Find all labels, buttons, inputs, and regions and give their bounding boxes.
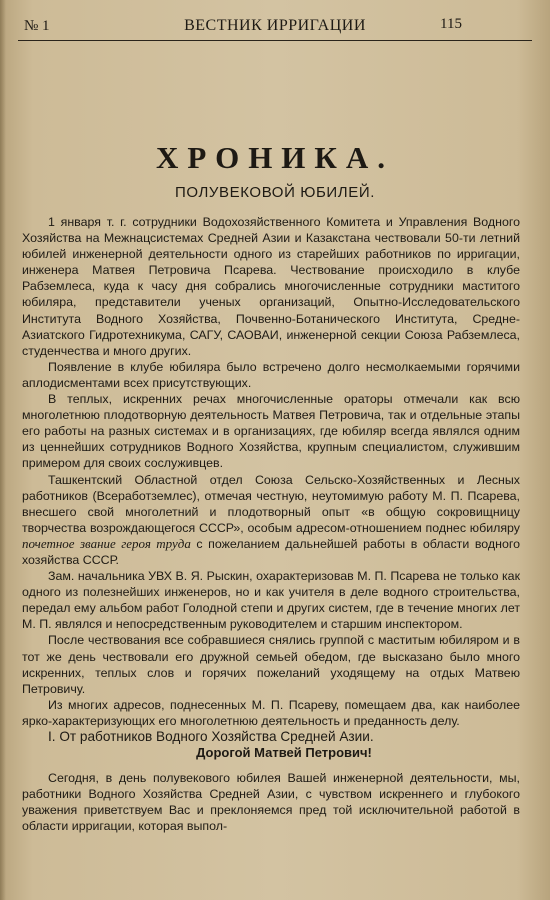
page-spine-shadow: [0, 0, 6, 900]
address-greeting: Дорогой Матвей Петрович!: [196, 745, 372, 761]
paragraph-2: Появление в клубе юбиляра было встречено долго несмолкаемыми горячими аплодисментами всех присутствующих.: [22, 359, 520, 390]
address-text: Сегодня, в день полувекового юбилея Вашей инженерной деятельности, мы, работники Водного Хозяйства Средней Азии, с чувством искреннего и глубокого уважения приветствуем Вас и преклоняемся пред той исключительной работой в области ирригации, которая выпол-: [22, 771, 520, 834]
paragraph-4-tail: с пожеланием дальнейшей работы в области водного хозяйства СССР.: [22, 536, 521, 567]
address-section-heading: I. От работников Водного Хозяйства Средней Азии.: [48, 729, 374, 744]
page-number: 115: [440, 16, 462, 32]
paragraph-6: После чествования все собравшиеся снялись группой с маститым юбиляром и в тот же день чествовали его дружной семьей обедом, где высказано было много искренних, теплых слов и горячих пожеланий уходящему на отдых Матвею Петровичу.: [22, 633, 520, 696]
paragraph-4: [22, 472, 520, 569]
paragraph-5: Зам. начальника УВХ В. Я. Рыскин, охарактеризовав М. П. Псарева не только как одного из полезнейших инженеров, но и как учителя в деле водного строительства, передал ему альбом работ Голодной степи и других систем, где в течение многих лет М. П. являлся и непосредственным руководителем и старшим инспектором.: [22, 569, 520, 632]
issue-number: № 1: [24, 18, 50, 34]
paragraph-1: 1 января т. г. сотрудники Водохозяйственного Комитета и Управления Водного Хозяйства на Межнацсистемах Средней Азии и Казакстана чествовали 50-ти летний юбилей инженерной деятельности одного из старейших работников по ирригации, инженера Матвея Петровича Псарева. Чествование происходило в клубе Рабземлеса, куда к часу дня собрались многочисленные сотрудники маститого юбиляра, представители ученых организаций, Опытно-Исследовательского Института Водного Хозяйства, Почвенно-Ботанического Института, Средне-Азиатского Гидротехникума, САГУ, САОВАИ, инженерной секции Союза Рабземлеса, студенчества и много других.: [22, 215, 520, 358]
article-body: [22, 214, 520, 835]
journal-title: ВЕСТНИК ИРРИГАЦИИ: [184, 17, 366, 34]
paragraph-4-text: Ташкентский Областной отдел Союза Сельско-Хозяйственных и Лесных работников (Всеработземлес), отмечая честную, неутомимую работу М. П. Псарева, внесшего свой многолетний и плодотворный опыт «в общую сокровищницу творчества возрождающегося СССР», особым адресом-отношением поднес юбиляру: [22, 472, 520, 535]
paragraph-7: Из многих адресов, поднесенных М. П. Псареву, помещаем два, как наиболее ярко-характеризующих его многолетнюю деятельность и преданность делу.: [22, 697, 520, 728]
paragraph-3: В теплых, искренних речах многочисленные ораторы отмечали как всю многолетнюю плодотворную деятельность Матвея Петровича, так и отдельные этапы его работы на разных системах и в организациях, где юбиляр всегда являлся одним из ценнейших сотрудников Водного Хозяйства, крупным специалистом, служившим примером для своих сослуживцев.: [22, 392, 520, 471]
article-subtitle: ПОЛУВЕКОВОЙ ЮБИЛЕЙ.: [175, 184, 375, 201]
section-title: ХРОНИКА.: [155, 140, 395, 175]
honorary-title-emphasis: почетное звание героя труда: [22, 535, 191, 551]
running-header: [18, 14, 532, 41]
